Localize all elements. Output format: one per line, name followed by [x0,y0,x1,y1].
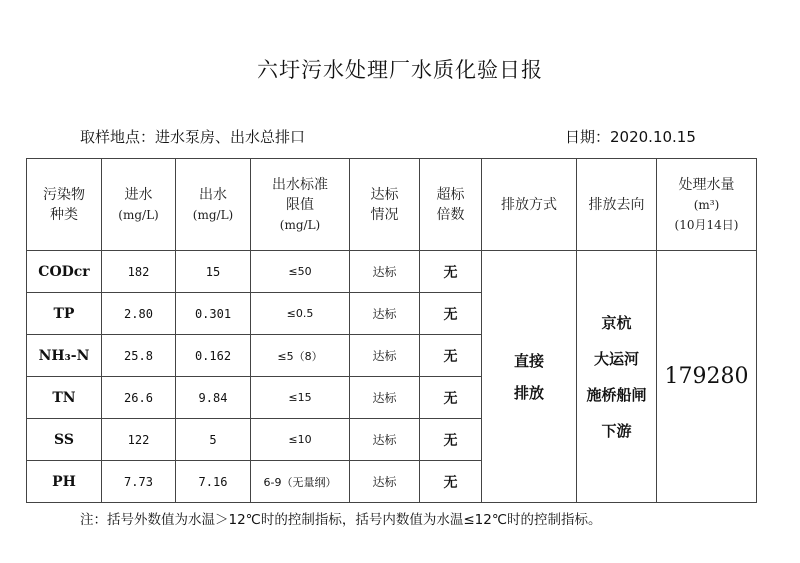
treatment-volume: 179280 [657,251,757,503]
effluent-value: 0.301 [176,293,251,335]
exceed-multiple: 无 [420,251,482,293]
exceed-multiple: 无 [420,377,482,419]
header-pollutant: 污染物 种类 [27,159,102,251]
table-row [27,251,757,293]
standard-limit: ≤5（8） [251,335,350,377]
header-method: 排放方式 [482,159,577,251]
influent-value: 7.73 [102,461,176,503]
effluent-value: 7.16 [176,461,251,503]
influent-value: 122 [102,419,176,461]
pollutant-name: NH₃-N [27,335,102,377]
standard-limit: ≤15 [251,377,350,419]
header-volume: 处理水量 (m³) (10月14日) [657,159,757,251]
compliance-status: 达标 [350,293,420,335]
compliance-status: 达标 [350,461,420,503]
standard-limit: ≤10 [251,419,350,461]
pollutant-name: TN [27,377,102,419]
header-standard: 出水标准 限值 (mg/L) [251,159,350,251]
pollutant-name: TP [27,293,102,335]
discharge-method: 直接 排放 [482,251,577,503]
exceed-multiple: 无 [420,293,482,335]
header-effluent: 出水 (mg/L) [176,159,251,251]
report-date: 日期：2020.10.15 [565,128,696,146]
effluent-value: 15 [176,251,251,293]
standard-limit: 6-9（无量纲） [251,461,350,503]
compliance-status: 达标 [350,419,420,461]
influent-value: 182 [102,251,176,293]
standard-limit: ≤0.5 [251,293,350,335]
pollutant-name: CODcr [27,251,102,293]
header-exceed: 超标 倍数 [420,159,482,251]
exceed-multiple: 无 [420,419,482,461]
header-row [27,159,757,251]
header-influent: 进水 (mg/L) [102,159,176,251]
pollutant-name: PH [27,461,102,503]
sampling-location: 取样地点：进水泵房、出水总排口 [80,128,306,146]
header-compliance: 达标 情况 [350,159,420,251]
influent-value: 26.6 [102,377,176,419]
effluent-value: 5 [176,419,251,461]
influent-value: 25.8 [102,335,176,377]
exceed-multiple: 无 [420,461,482,503]
influent-value: 2.80 [102,293,176,335]
compliance-status: 达标 [350,377,420,419]
discharge-destination: 京杭 大运河 施桥船闸 下游 [577,251,657,503]
header-destination: 排放去向 [577,159,657,251]
compliance-status: 达标 [350,335,420,377]
report-title: 六圩污水处理厂水质化验日报 [257,58,543,82]
footnote: 注：括号外数值为水温＞12℃时的控制指标，括号内数值为水温≤12℃时的控制指标。 [80,512,602,528]
effluent-value: 9.84 [176,377,251,419]
standard-limit: ≤50 [251,251,350,293]
water-quality-table [26,158,757,503]
compliance-status: 达标 [350,251,420,293]
pollutant-name: SS [27,419,102,461]
exceed-multiple: 无 [420,335,482,377]
effluent-value: 0.162 [176,335,251,377]
